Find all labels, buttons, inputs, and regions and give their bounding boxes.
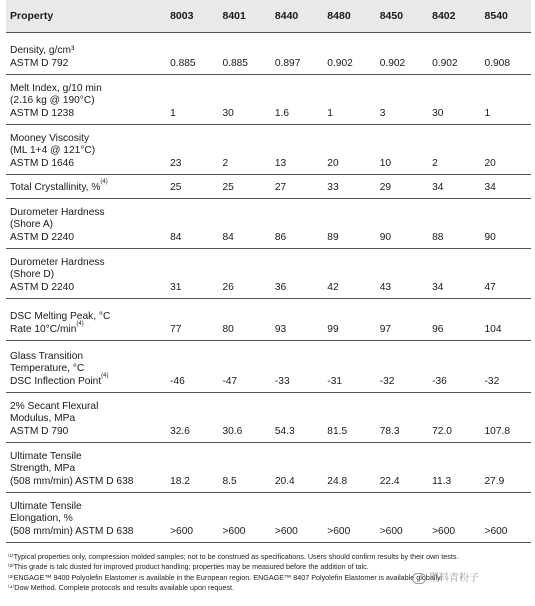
property-label-line: (508 mm/min) ASTM D 638 [10, 475, 134, 487]
value-cell: -33 [269, 340, 321, 392]
footnote-ref: (4) [76, 320, 84, 327]
property-label [6, 298, 164, 340]
property-label [6, 492, 164, 542]
value-cell: 20.4 [269, 442, 321, 492]
value-cell: 78.3 [374, 392, 426, 442]
value-cell: 10 [374, 124, 426, 174]
value-cell: 0.902 [374, 32, 426, 74]
value-cell: 97 [374, 298, 426, 340]
table-row [6, 124, 531, 174]
value-cell: >600 [426, 492, 478, 542]
properties-table [6, 0, 531, 543]
value-cell: 0.902 [321, 32, 373, 74]
column-header-grade: 8450 [374, 0, 426, 32]
property-label-line: (ML 1+4 @ 121°C) [10, 145, 96, 157]
value-cell: 30.6 [216, 392, 268, 442]
value-cell: 31 [164, 248, 216, 298]
value-cell: 0.902 [426, 32, 478, 74]
watermark-text: 塑料青粉子 [429, 573, 479, 584]
value-cell: 90 [479, 198, 531, 248]
property-label-line: (Shore D) [10, 269, 55, 281]
value-cell: 20 [321, 124, 373, 174]
property-label-line: Durometer Hardness [10, 206, 105, 218]
property-label-line: Modulus, MPa [10, 413, 76, 425]
property-label [6, 32, 164, 74]
value-cell: 18.2 [164, 442, 216, 492]
footnote: ⁽³⁾ENGAGE™ 9400 Polyolefin Elastomer is available in the European region. ENGAGE™ 8407 Polyolefin Elastomer is available globally. [8, 572, 443, 582]
footnote: ⁽²⁾This grade is talc dusted for improved product handling; properties may be measured before the addition of talc. [8, 562, 369, 572]
value-cell: -47 [216, 340, 268, 392]
value-cell: 104 [479, 298, 531, 340]
value-cell: 27.9 [479, 442, 531, 492]
value-cell: -32 [374, 340, 426, 392]
property-label-line: (Shore A) [10, 219, 54, 231]
property-label [6, 124, 164, 174]
footnote-ref: (4) [100, 178, 108, 185]
table-row [6, 198, 531, 248]
property-label-line: Melt Index, g/10 min [10, 82, 102, 94]
value-cell: 2 [426, 124, 478, 174]
value-cell: 96 [426, 298, 478, 340]
value-cell: 0.885 [216, 32, 268, 74]
property-label-line: (2.16 kg @ 190°C) [10, 95, 95, 107]
value-cell: 32.6 [164, 392, 216, 442]
value-cell: 11.3 [426, 442, 478, 492]
property-label [6, 174, 164, 198]
column-header-grade: 8540 [479, 0, 531, 32]
property-label-line: (508 mm/min) ASTM D 638 [10, 525, 134, 537]
value-cell: 26 [216, 248, 268, 298]
value-cell: 1.6 [269, 74, 321, 124]
value-cell: 25 [164, 174, 216, 198]
value-cell: 22.4 [374, 442, 426, 492]
value-cell: 43 [374, 248, 426, 298]
value-cell: 86 [269, 198, 321, 248]
value-cell: 90 [374, 198, 426, 248]
property-label-line: Total Crystallinity, %$^{(4)}$ [10, 178, 108, 193]
watermark [412, 569, 479, 584]
value-cell: 88 [426, 198, 478, 248]
property-label-line: Density, g/cm³ [10, 45, 75, 57]
table-row [6, 32, 531, 74]
table-row [6, 74, 531, 124]
value-cell: 1 [164, 74, 216, 124]
value-cell: 36 [269, 248, 321, 298]
column-header-grade: 8480 [321, 0, 373, 32]
value-cell: 1 [321, 74, 373, 124]
value-cell: 13 [269, 124, 321, 174]
value-cell: 89 [321, 198, 373, 248]
value-cell: -32 [479, 340, 531, 392]
property-label-line: ASTM D 790 [10, 425, 69, 437]
value-cell: >600 [164, 492, 216, 542]
value-cell: 72.0 [426, 392, 478, 442]
value-cell: 29 [374, 174, 426, 198]
property-label-line: Mooney Viscosity [10, 132, 90, 144]
value-cell: 42 [321, 248, 373, 298]
value-cell: 34 [479, 174, 531, 198]
value-cell: 30 [216, 74, 268, 124]
table-header [6, 0, 531, 32]
value-cell: 34 [426, 174, 478, 198]
property-label-line: Ultimate Tensile [10, 500, 82, 512]
property-label-line: ASTM D 792 [10, 57, 69, 69]
column-header-grade: 8402 [426, 0, 478, 32]
table-row [6, 392, 531, 442]
property-label-line: Glass Transition [10, 350, 84, 362]
value-cell: 27 [269, 174, 321, 198]
column-header-grade: 8440 [269, 0, 321, 32]
value-cell: 2 [216, 124, 268, 174]
value-cell: -31 [321, 340, 373, 392]
table-row [6, 492, 531, 542]
table-row [6, 442, 531, 492]
property-label-line: ASTM D 1238 [10, 107, 74, 119]
property-label [6, 198, 164, 248]
value-cell: -36 [426, 340, 478, 392]
table-body [6, 32, 531, 542]
table-row [6, 298, 531, 340]
table-row [6, 340, 531, 392]
value-cell: 24.8 [321, 442, 373, 492]
value-cell: >600 [269, 492, 321, 542]
value-cell: 34 [426, 248, 478, 298]
value-cell: 77 [164, 298, 216, 340]
value-cell: >600 [321, 492, 373, 542]
property-label-line: ASTM D 1646 [10, 157, 74, 169]
value-cell: 99 [321, 298, 373, 340]
property-label-line: Ultimate Tensile [10, 450, 82, 462]
value-cell: 8.5 [216, 442, 268, 492]
footnote-ref: (4) [101, 372, 109, 379]
value-cell: 25 [216, 174, 268, 198]
value-cell: >600 [216, 492, 268, 542]
column-header-property: Property [6, 0, 164, 32]
property-label-line: DSC Inflection Point$^{(4)}$ [10, 372, 109, 387]
value-cell: 3 [374, 74, 426, 124]
table-row [6, 248, 531, 298]
value-cell: 20 [479, 124, 531, 174]
value-cell: >600 [479, 492, 531, 542]
property-label [6, 74, 164, 124]
value-cell: 81.5 [321, 392, 373, 442]
value-cell: 93 [269, 298, 321, 340]
property-label [6, 340, 164, 392]
property-label-line: Strength, MPa [10, 463, 76, 475]
property-label [6, 248, 164, 298]
value-cell: 23 [164, 124, 216, 174]
value-cell: 107.8 [479, 392, 531, 442]
property-label-line: Elongation, % [10, 513, 73, 525]
value-cell: 0.885 [164, 32, 216, 74]
value-cell: 54.3 [269, 392, 321, 442]
value-cell: 0.897 [269, 32, 321, 74]
value-cell: 84 [164, 198, 216, 248]
column-header-grade: 8003 [164, 0, 216, 32]
property-label-line: ASTM D 2240 [10, 281, 74, 293]
property-label-line: Rate $10^\circ C/\min^{(4)}$ [10, 320, 84, 335]
property-label [6, 392, 164, 442]
value-cell: 47 [479, 248, 531, 298]
property-label-line: ASTM D 2240 [10, 231, 74, 243]
property-label-line: DSC Melting Peak, °C [10, 311, 111, 323]
property-label-line: Durometer Hardness [10, 256, 105, 268]
value-cell: 30 [426, 74, 478, 124]
wechat-icon [412, 573, 426, 584]
footnote: ⁽⁴⁾Dow Method. Complete protocols and results available upon request. [8, 583, 235, 593]
property-label-line: 2% Secant Flexural [10, 400, 99, 412]
column-header-grade: 8401 [216, 0, 268, 32]
value-cell: 33 [321, 174, 373, 198]
footnote: ⁽¹⁾Typical properties only, compression molded samples; not to be construed as specifications. Users should confirm results by their own tests. [8, 552, 459, 561]
table-row [6, 174, 531, 198]
property-label-line: Temperature, °C [10, 363, 85, 375]
value-cell: -46 [164, 340, 216, 392]
value-cell: 84 [216, 198, 268, 248]
value-cell: >600 [374, 492, 426, 542]
value-cell: 0.908 [479, 32, 531, 74]
value-cell: 80 [216, 298, 268, 340]
value-cell: 1 [479, 74, 531, 124]
property-label [6, 442, 164, 492]
